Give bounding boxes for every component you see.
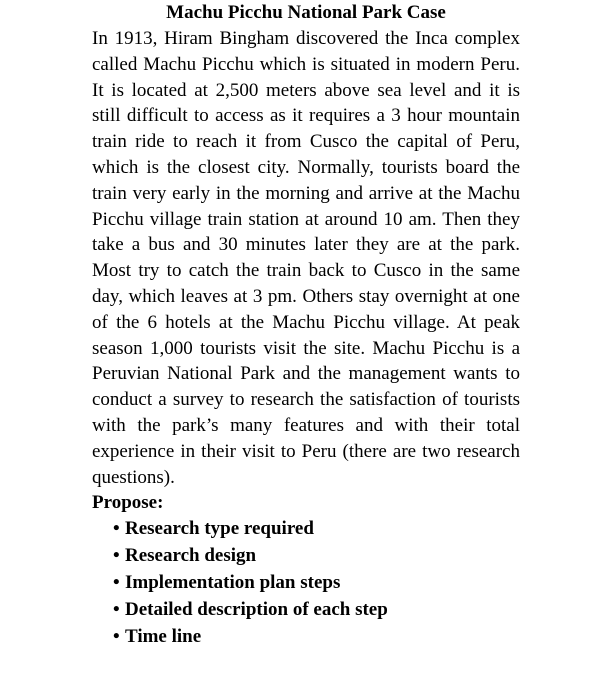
- bullet-icon: •: [113, 625, 120, 647]
- bullet-icon: •: [113, 598, 120, 620]
- list-item: [113, 543, 520, 570]
- bullet-icon: •: [113, 545, 120, 567]
- list-item-text: Research type required: [125, 518, 314, 540]
- bullet-icon: •: [113, 571, 120, 593]
- list-item-text: Implementation plan steps: [125, 571, 341, 593]
- document-title: Machu Picchu National Park Case: [166, 2, 446, 23]
- list-item-text: Detailed description of each step: [125, 598, 388, 620]
- list-item-text: Research design: [125, 545, 257, 567]
- document-page: [92, 0, 520, 650]
- bullet-icon: •: [113, 518, 120, 540]
- deliverables-list: [92, 516, 520, 650]
- list-item: [113, 597, 520, 624]
- list-item: [113, 516, 520, 543]
- propose-heading: Propose:: [92, 492, 164, 514]
- case-description: In 1913, Hiram Bingham discovered the Inca complex called Machu Picchu which is situated in modern Peru. It is located at 2,500 meters above sea level and it is still difficult to access as it requires a 3 hour mountain train ride to reach it from Cusco the capital of Peru, which is the closest city. Normally, tourists board the train very early in the morning and arrive at the Machu Picchu village train station at around 10 am. Then they take a bus and 30 minutes later they are at the park. Most try to catch the train back to Cusco in the same day, which leaves at 3 pm. Others stay overnight at one of the 6 hotels at the Machu Picchu village. At peak season 1,000 tourists visit the site. Machu Picchu is a Peruvian National Park and the management wants to conduct a survey to research the satisfaction of tourists with the park’s many features and with their total experience in their visit to Peru (there are two research questions).: [92, 28, 520, 488]
- list-item-text: Time line: [125, 625, 202, 647]
- list-item: [113, 624, 520, 651]
- list-item: [113, 570, 520, 597]
